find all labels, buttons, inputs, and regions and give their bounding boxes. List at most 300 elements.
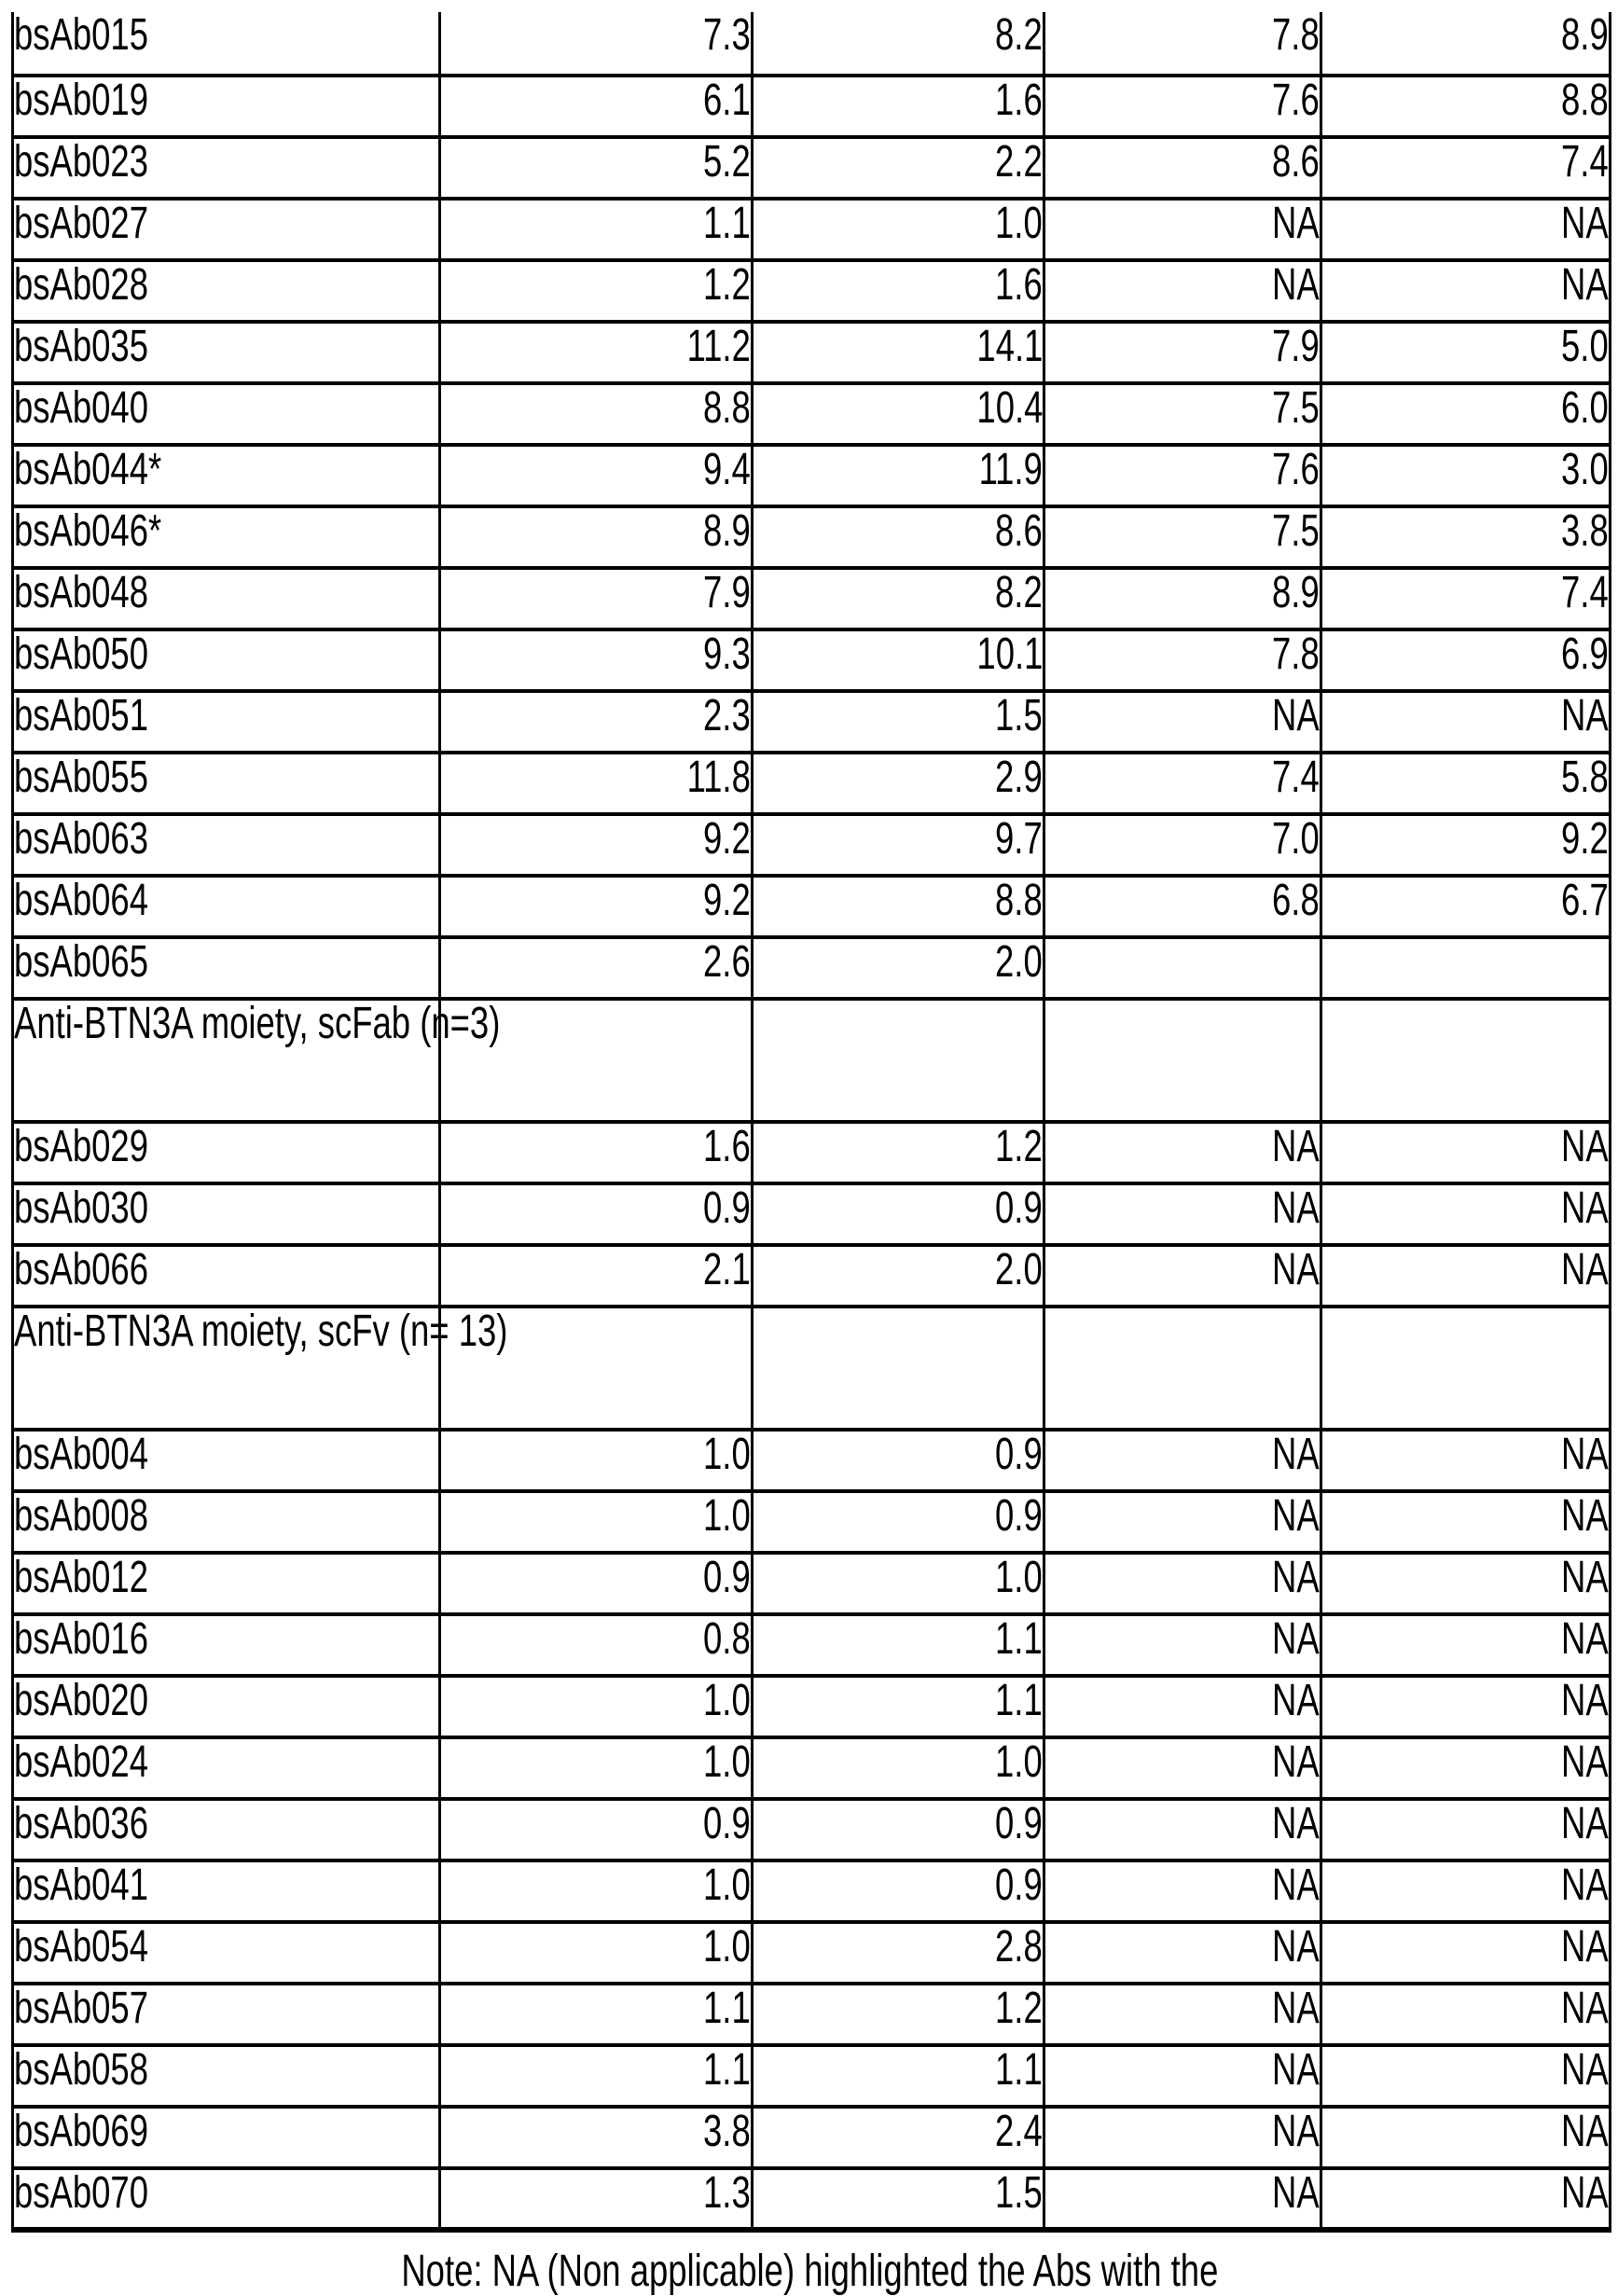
value-text: NA <box>1272 1737 1320 1787</box>
value-text: 1.0 <box>703 1922 751 1971</box>
value-text: 0.9 <box>703 1553 751 1602</box>
value-text: 8.8 <box>995 876 1043 925</box>
value-text: 1.2 <box>995 1984 1043 2033</box>
value-text: 2.9 <box>995 753 1043 802</box>
value-cell <box>1321 876 1611 937</box>
value-text: 8.6 <box>1272 137 1320 187</box>
table-row <box>13 1984 1611 2045</box>
antibody-label: bsAb004 <box>14 1430 149 1479</box>
antibody-label: bsAb055 <box>14 753 149 802</box>
value-text: 1.1 <box>995 2045 1043 2095</box>
antibody-label: bsAb023 <box>14 137 149 187</box>
antibody-label-cell <box>13 753 440 814</box>
table-row <box>13 137 1611 199</box>
antibody-label-cell <box>13 137 440 199</box>
value-cell <box>1321 1245 1611 1307</box>
value-cell <box>440 814 753 876</box>
value-text: NA <box>1272 199 1320 248</box>
antibody-label-cell <box>13 260 440 322</box>
value-text: NA <box>1272 1183 1320 1233</box>
value-text: 7.6 <box>1272 445 1320 494</box>
value-cell <box>440 753 753 814</box>
table-row <box>13 2045 1611 2107</box>
value-cell <box>1321 76 1611 137</box>
value-text: 1.0 <box>703 1737 751 1787</box>
antibody-label: bsAb041 <box>14 1860 149 1910</box>
table-row <box>13 322 1611 383</box>
value-cell <box>440 1491 753 1553</box>
value-text: 7.9 <box>1272 322 1320 371</box>
value-cell <box>1321 1122 1611 1183</box>
table-row <box>13 383 1611 445</box>
value-cell <box>1321 1491 1611 1553</box>
value-cell <box>1044 322 1321 383</box>
value-cell <box>1321 199 1611 260</box>
antibody-label: bsAb064 <box>14 876 149 925</box>
antibody-label-cell <box>13 2107 440 2168</box>
value-text: 1.1 <box>703 199 751 248</box>
table-row <box>13 629 1611 691</box>
table-row <box>13 876 1611 937</box>
value-text: 1.5 <box>995 691 1043 740</box>
value-text: NA <box>1272 1676 1320 1725</box>
antibody-label-cell <box>13 1430 440 1491</box>
value-cell <box>1044 445 1321 506</box>
value-text: 1.5 <box>995 2168 1043 2218</box>
value-cell <box>1044 814 1321 876</box>
table-row <box>13 1430 1611 1491</box>
value-cell <box>1321 1183 1611 1245</box>
antibody-label: bsAb057 <box>14 1984 149 2033</box>
value-text: 1.0 <box>703 1491 751 1541</box>
value-cell <box>1321 629 1611 691</box>
value-text: 2.8 <box>995 1922 1043 1971</box>
value-cell <box>1044 1307 1321 1430</box>
antibody-label: bsAb040 <box>14 383 149 433</box>
table-caption-text: Note: NA (Non applicable) highlighted the Abs with the <box>401 2247 1219 2296</box>
value-cell <box>1044 199 1321 260</box>
value-cell <box>753 1737 1044 1799</box>
value-cell <box>440 1922 753 1984</box>
value-cell <box>1321 2045 1611 2107</box>
value-cell <box>753 1922 1044 1984</box>
table-row <box>13 814 1611 876</box>
value-cell <box>1321 1430 1611 1491</box>
value-text: NA <box>1272 1553 1320 1602</box>
antibody-label: bsAb048 <box>14 568 149 617</box>
value-cell <box>1044 1183 1321 1245</box>
value-cell <box>1044 629 1321 691</box>
value-cell <box>440 322 753 383</box>
value-cell <box>1321 1553 1611 1614</box>
value-text: 1.1 <box>703 1984 751 2033</box>
value-text: 1.2 <box>995 1122 1043 1171</box>
value-text: NA <box>1561 691 1609 740</box>
value-text: 7.6 <box>1272 76 1320 125</box>
antibody-label: bsAb036 <box>14 1799 149 1848</box>
antibody-label-cell <box>13 937 440 999</box>
value-cell <box>1044 876 1321 937</box>
value-cell <box>753 383 1044 445</box>
value-cell <box>440 445 753 506</box>
table-row <box>13 76 1611 137</box>
table-row <box>13 1614 1611 1676</box>
value-text: 1.2 <box>703 260 751 310</box>
value-text: 7.4 <box>1272 753 1320 802</box>
value-text: 8.8 <box>703 383 751 433</box>
value-cell <box>440 383 753 445</box>
value-cell <box>1044 2045 1321 2107</box>
value-text: 5.0 <box>1561 322 1609 371</box>
value-cell <box>440 1430 753 1491</box>
value-text: NA <box>1561 1984 1609 2033</box>
value-cell <box>1044 383 1321 445</box>
value-cell <box>440 1984 753 2045</box>
value-cell <box>753 2168 1044 2230</box>
value-cell <box>1321 260 1611 322</box>
value-cell <box>440 691 753 753</box>
value-text: 8.6 <box>995 506 1043 556</box>
value-text: 1.0 <box>995 1737 1043 1787</box>
value-cell <box>1044 76 1321 137</box>
value-text: 2.3 <box>703 691 751 740</box>
value-cell <box>440 1737 753 1799</box>
antibody-label-cell <box>13 1676 440 1737</box>
value-text: 1.1 <box>995 1676 1043 1725</box>
value-cell <box>1044 1614 1321 1676</box>
value-cell <box>1044 999 1321 1122</box>
table-row <box>13 937 1611 999</box>
value-text: 7.0 <box>1272 814 1320 864</box>
value-cell <box>753 1860 1044 1922</box>
antibody-label: bsAb066 <box>14 1245 149 1294</box>
value-text: 10.4 <box>975 383 1043 433</box>
value-text: 7.4 <box>1561 568 1609 617</box>
value-cell <box>753 506 1044 568</box>
value-text: 11.2 <box>686 322 751 371</box>
value-text: NA <box>1561 2045 1609 2095</box>
antibody-label-cell <box>13 568 440 629</box>
value-cell <box>753 1491 1044 1553</box>
antibody-label-cell <box>13 1245 440 1307</box>
value-text: NA <box>1561 1491 1609 1541</box>
value-cell <box>440 2107 753 2168</box>
table-row <box>13 445 1611 506</box>
antibody-label: bsAb024 <box>14 1737 149 1787</box>
value-cell <box>753 445 1044 506</box>
value-cell <box>753 1307 1044 1430</box>
antibody-label-cell <box>13 76 440 137</box>
antibody-label-cell <box>13 506 440 568</box>
value-cell <box>1321 2168 1611 2230</box>
section-header-cell <box>13 1307 508 1430</box>
value-text: 1.1 <box>995 1614 1043 1664</box>
value-cell <box>440 12 753 76</box>
value-cell <box>753 322 1044 383</box>
value-text: 2.1 <box>703 1245 751 1294</box>
table-row <box>13 1245 1611 1307</box>
value-cell <box>753 1122 1044 1183</box>
value-text: NA <box>1272 1491 1320 1541</box>
value-text: NA <box>1561 260 1609 310</box>
value-cell <box>753 1553 1044 1614</box>
antibody-label-cell <box>13 1614 440 1676</box>
value-cell <box>440 2045 753 2107</box>
value-cell <box>1044 1430 1321 1491</box>
value-cell <box>753 629 1044 691</box>
value-text: 9.7 <box>995 814 1043 864</box>
value-text: NA <box>1561 2168 1609 2218</box>
value-text: NA <box>1561 1122 1609 1171</box>
table-row <box>13 2107 1611 2168</box>
value-text: NA <box>1561 1922 1609 1971</box>
value-cell <box>1044 1860 1321 1922</box>
value-text: NA <box>1561 1799 1609 1848</box>
antibody-label-cell <box>13 2168 440 2230</box>
value-text: 7.5 <box>1272 383 1320 433</box>
value-cell <box>1321 1676 1611 1737</box>
value-text: 1.3 <box>703 2168 751 2218</box>
value-text: NA <box>1272 1860 1320 1910</box>
value-cell <box>1044 12 1321 76</box>
antibody-label-cell <box>13 1737 440 1799</box>
table-row <box>13 199 1611 260</box>
value-text: NA <box>1561 2107 1609 2156</box>
value-cell <box>1044 691 1321 753</box>
value-text: 11.9 <box>978 445 1043 494</box>
antibody-label: bsAb046* <box>14 506 162 556</box>
value-cell <box>1321 1737 1611 1799</box>
value-cell <box>753 199 1044 260</box>
value-text: 10.1 <box>975 629 1043 679</box>
value-cell <box>1321 137 1611 199</box>
section-header-cell <box>13 999 501 1122</box>
value-text: NA <box>1272 1984 1320 2033</box>
antibody-label-cell <box>13 1122 440 1183</box>
value-cell <box>1044 1245 1321 1307</box>
value-text: NA <box>1561 1676 1609 1725</box>
value-text: 9.2 <box>703 876 751 925</box>
antibody-label: bsAb069 <box>14 2107 149 2156</box>
antibody-label: bsAb008 <box>14 1491 149 1541</box>
value-cell <box>1321 1860 1611 1922</box>
value-text: 8.2 <box>995 10 1043 60</box>
value-text: NA <box>1272 2168 1320 2218</box>
antibody-label-cell <box>13 2045 440 2107</box>
value-cell <box>1321 1922 1611 1984</box>
value-text: 9.2 <box>1561 814 1609 864</box>
antibody-label-cell <box>13 199 440 260</box>
value-cell <box>440 1245 753 1307</box>
value-cell <box>753 999 1044 1122</box>
antibody-label: bsAb058 <box>14 2045 149 2095</box>
value-text: 6.1 <box>703 76 751 125</box>
value-text: 7.8 <box>1272 629 1320 679</box>
table-row <box>13 2168 1611 2230</box>
table-row <box>13 1122 1611 1183</box>
antibody-label: bsAb015 <box>14 10 149 60</box>
value-text: 7.4 <box>1561 137 1609 187</box>
value-cell <box>440 506 753 568</box>
value-text: NA <box>1561 1553 1609 1602</box>
value-text: 1.0 <box>995 1553 1043 1602</box>
value-cell <box>1321 2107 1611 2168</box>
value-cell <box>440 568 753 629</box>
antibody-label-cell <box>13 12 440 76</box>
value-text: 2.6 <box>703 937 751 987</box>
value-text: 0.9 <box>703 1799 751 1848</box>
antibody-label-cell <box>13 814 440 876</box>
value-cell <box>1321 322 1611 383</box>
antibody-label: bsAb020 <box>14 1676 149 1725</box>
table-row <box>13 1860 1611 1922</box>
value-text: NA <box>1561 199 1609 248</box>
antibody-label: bsAb065 <box>14 937 149 987</box>
antibody-table-body <box>13 12 1611 2230</box>
value-cell <box>753 1614 1044 1676</box>
value-cell <box>753 1245 1044 1307</box>
table-row <box>13 1676 1611 1737</box>
value-cell <box>753 260 1044 322</box>
value-text: NA <box>1561 1245 1609 1294</box>
value-text: 7.3 <box>703 10 751 60</box>
value-cell <box>1321 1984 1611 2045</box>
value-text: 3.0 <box>1561 445 1609 494</box>
value-cell <box>440 1860 753 1922</box>
value-cell <box>1321 937 1611 999</box>
value-cell <box>440 629 753 691</box>
antibody-label: bsAb050 <box>14 629 149 679</box>
value-cell <box>753 753 1044 814</box>
value-text: NA <box>1561 1737 1609 1787</box>
value-text: 0.9 <box>995 1430 1043 1479</box>
table-row <box>13 568 1611 629</box>
value-text: 6.0 <box>1561 383 1609 433</box>
value-text: 8.8 <box>1561 76 1609 125</box>
value-text: NA <box>1272 1122 1320 1171</box>
value-text: NA <box>1272 2107 1320 2156</box>
antibody-label: bsAb044* <box>14 445 162 494</box>
value-text: 0.9 <box>703 1183 751 1233</box>
antibody-label: bsAb019 <box>14 76 149 125</box>
value-cell <box>440 1122 753 1183</box>
value-cell <box>440 2168 753 2230</box>
value-cell <box>440 876 753 937</box>
value-cell <box>753 1799 1044 1860</box>
section-header-text: Anti-BTN3A moiety, scFab (n=3) <box>14 999 501 1048</box>
value-text: 7.8 <box>1272 10 1320 60</box>
value-text: NA <box>1561 1860 1609 1910</box>
value-text: 1.6 <box>995 76 1043 125</box>
value-cell <box>1321 753 1611 814</box>
value-cell <box>1044 137 1321 199</box>
value-cell <box>440 260 753 322</box>
value-cell <box>440 1553 753 1614</box>
value-text: 8.9 <box>1272 568 1320 617</box>
table-row <box>13 1553 1611 1614</box>
value-text: NA <box>1272 1922 1320 1971</box>
value-cell <box>753 876 1044 937</box>
value-cell <box>1044 1122 1321 1183</box>
value-cell <box>440 937 753 999</box>
value-cell <box>753 1430 1044 1491</box>
value-text: 8.9 <box>703 506 751 556</box>
value-text: NA <box>1272 1799 1320 1848</box>
value-cell <box>1044 1984 1321 2045</box>
antibody-label: bsAb030 <box>14 1183 149 1233</box>
value-text: 0.8 <box>703 1614 751 1664</box>
value-text: NA <box>1272 1614 1320 1664</box>
value-text: 1.0 <box>995 199 1043 248</box>
value-text: 7.5 <box>1272 506 1320 556</box>
value-cell <box>753 937 1044 999</box>
value-cell <box>753 814 1044 876</box>
antibody-label-cell <box>13 383 440 445</box>
value-text: 9.3 <box>703 629 751 679</box>
antibody-label-cell <box>13 1491 440 1553</box>
value-cell <box>440 1183 753 1245</box>
antibody-label: bsAb016 <box>14 1614 149 1664</box>
value-cell <box>1044 2168 1321 2230</box>
value-cell <box>753 568 1044 629</box>
value-cell <box>1321 568 1611 629</box>
value-cell <box>1321 383 1611 445</box>
value-cell <box>440 137 753 199</box>
value-text: 6.8 <box>1272 876 1320 925</box>
value-text: 11.8 <box>686 753 751 802</box>
value-text: NA <box>1272 691 1320 740</box>
value-cell <box>1321 814 1611 876</box>
value-cell <box>753 137 1044 199</box>
antibody-label-cell <box>13 1860 440 1922</box>
antibody-label-cell <box>13 1799 440 1860</box>
value-cell <box>440 76 753 137</box>
section-header-text: Anti-BTN3A moiety, scFv (n= 13) <box>14 1307 508 1356</box>
value-text: 0.9 <box>995 1860 1043 1910</box>
value-text: NA <box>1272 2045 1320 2095</box>
table-row <box>13 1491 1611 1553</box>
antibody-label: bsAb028 <box>14 260 149 310</box>
value-text: NA <box>1272 1430 1320 1479</box>
value-text: 1.6 <box>995 260 1043 310</box>
value-cell <box>1044 260 1321 322</box>
value-text: NA <box>1561 1614 1609 1664</box>
value-text: 5.2 <box>703 137 751 187</box>
value-cell <box>753 1676 1044 1737</box>
table-row <box>13 753 1611 814</box>
table-caption <box>11 2249 1609 2294</box>
antibody-label: bsAb029 <box>14 1122 149 1171</box>
antibody-label-cell <box>13 691 440 753</box>
value-text: 0.9 <box>995 1491 1043 1541</box>
table-row <box>13 1799 1611 1860</box>
value-text: 2.4 <box>995 2107 1043 2156</box>
value-cell <box>440 1676 753 1737</box>
value-cell <box>753 691 1044 753</box>
table-row <box>13 999 1611 1122</box>
value-cell <box>1044 2107 1321 2168</box>
antibody-table <box>11 12 1611 2233</box>
value-text: 2.0 <box>995 937 1043 987</box>
value-text: 3.8 <box>1561 506 1609 556</box>
value-cell <box>753 76 1044 137</box>
value-cell <box>1044 937 1321 999</box>
value-text: 7.9 <box>703 568 751 617</box>
table-row <box>13 1737 1611 1799</box>
antibody-label: bsAb012 <box>14 1553 149 1602</box>
value-text: 9.2 <box>703 814 751 864</box>
antibody-label-cell <box>13 629 440 691</box>
